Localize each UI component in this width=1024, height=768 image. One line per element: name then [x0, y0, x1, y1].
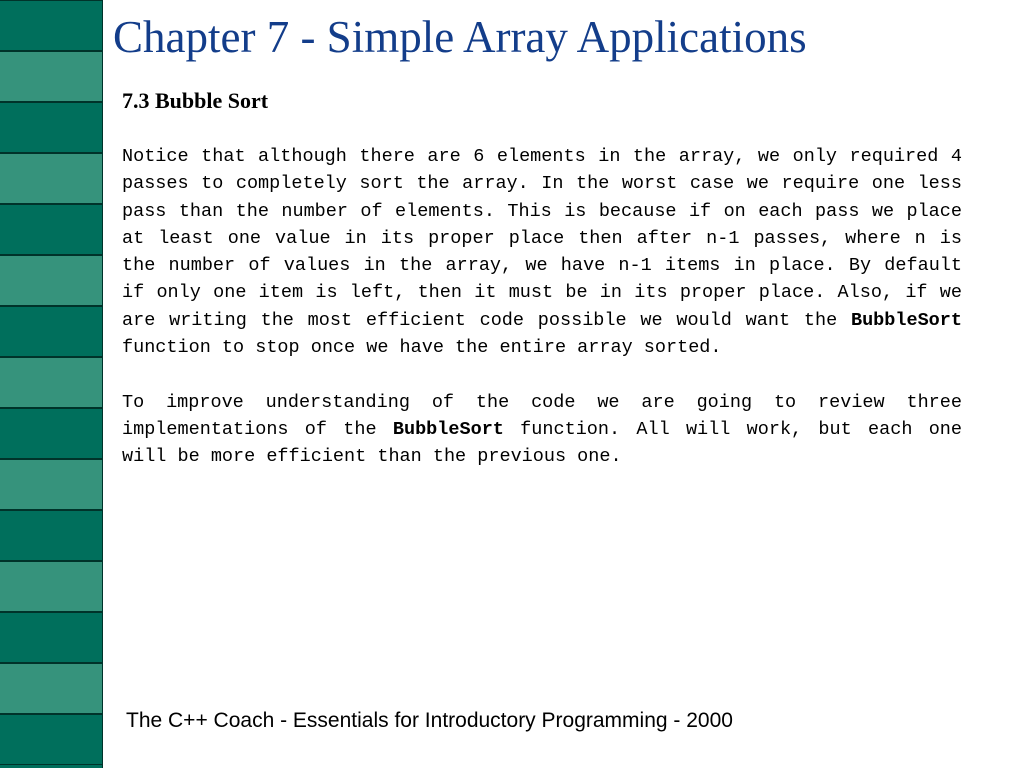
- code-term-bubblesort: BubbleSort: [850, 309, 962, 331]
- sidebar-block: [0, 663, 102, 714]
- slide-title: Chapter 7 - Simple Array Applications: [113, 12, 807, 62]
- sidebar-block: [0, 0, 102, 51]
- sidebar-block: [0, 561, 102, 612]
- sidebar-block: [0, 306, 102, 357]
- slide-footer: The C++ Coach - Essentials for Introductory Programming - 2000: [126, 709, 733, 732]
- paragraph-text: Notice that although there are 6 elements in the array, we only required 4 passes to completely sort the array. In the worst case we require one less pass than the number of elements. This is because if on each pass we place at least one value in its proper place then after n-1 passes, where n is the number of values in the array, we have n-1 items in place. By default if only one item is left, then it must be in its proper place. Also, if we are writing the most efficient code possible we would want the: [122, 146, 962, 331]
- decorative-sidebar: [0, 0, 103, 768]
- paragraph-text: To improve understanding of the code we are going to review three implementations of the: [122, 391, 962, 440]
- sidebar-block: [0, 357, 102, 408]
- paragraph-text: function. All will work, but each one will be more efficient than the previous one.: [122, 418, 962, 468]
- paragraph-text: function to stop once we have the entire array sorted.: [122, 337, 722, 359]
- sidebar-block: [0, 204, 102, 255]
- sidebar-block: [0, 102, 102, 153]
- sidebar-block: [0, 510, 102, 561]
- sidebar-block: [0, 51, 102, 102]
- sidebar-block: [0, 459, 102, 510]
- sidebar-block: [0, 408, 102, 459]
- section-heading: 7.3 Bubble Sort: [122, 88, 269, 113]
- code-term-bubblesort: BubbleSort: [392, 418, 504, 440]
- sidebar-block: [0, 255, 102, 306]
- sidebar-block: [0, 153, 102, 204]
- body-text: [122, 143, 962, 471]
- paragraph-implementations: [122, 389, 962, 471]
- sidebar-block: [0, 714, 102, 765]
- paragraph-passes: [122, 143, 962, 361]
- sidebar-block: [0, 612, 102, 663]
